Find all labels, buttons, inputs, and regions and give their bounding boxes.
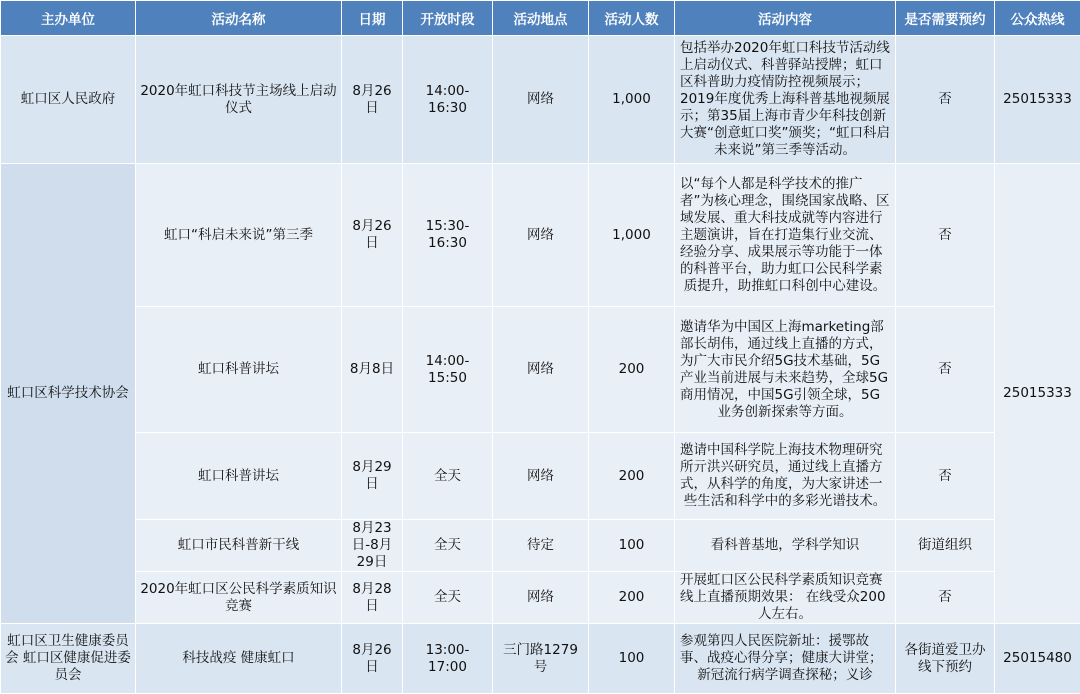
- reservation-cell: 街道组织: [896, 520, 995, 572]
- table-row: [1, 624, 1080, 694]
- table-row: [1, 36, 1080, 164]
- reservation-cell: 否: [896, 36, 995, 164]
- header-organizer: 主办单位: [1, 1, 136, 36]
- time-cell: 15:30-16:30: [403, 164, 493, 307]
- date-cell: 8月29日: [342, 433, 403, 520]
- date-cell: 8月8日: [342, 307, 403, 433]
- time-cell: 全天: [403, 433, 493, 520]
- header-hotline: 公众热线: [995, 1, 1080, 36]
- header-attendance: 活动人数: [589, 1, 675, 36]
- time-cell: 13:00-17:00: [403, 624, 493, 694]
- content-cell: 看科普基地，学科学知识: [675, 520, 896, 572]
- organizer-cell: 虹口区科学技术协会: [1, 164, 136, 624]
- organizer-cell: 虹口区卫生健康委员会 虹口区健康促进委员会: [1, 624, 136, 694]
- count-cell: 200: [589, 572, 675, 624]
- activity-name-cell: 科技战疫 健康虹口: [136, 624, 342, 694]
- date-cell: 8月26日: [342, 36, 403, 164]
- activity-name-cell: 2020年虹口科技节主场线上启动仪式: [136, 36, 342, 164]
- header-location: 活动地点: [493, 1, 589, 36]
- table-row: [1, 572, 1080, 624]
- count-cell: 200: [589, 307, 675, 433]
- time-cell: 全天: [403, 572, 493, 624]
- place-cell: 网络: [493, 433, 589, 520]
- date-cell: 8月26日: [342, 624, 403, 694]
- activity-name-cell: 虹口科普讲坛: [136, 433, 342, 520]
- place-cell: 网络: [493, 36, 589, 164]
- table-row: [1, 307, 1080, 433]
- content-cell: 邀请华为中国区上海marketing部部长胡伟，通过线上直播的方式，为广大市民介绍5G技术基础，5G产业当前进展与未来趋势，全球5G商用情况，中国5G引领全球，5G业务创新探索等方面。: [675, 307, 896, 433]
- table-row: [1, 433, 1080, 520]
- header-reservation: 是否需要预约: [896, 1, 995, 36]
- content-cell: 参观第四人民医院新址：援鄂故事、战疫心得分享；健康大讲堂；新冠流行病学调查探秘；义诊: [675, 624, 896, 694]
- time-cell: 14:00-16:30: [403, 36, 493, 164]
- place-cell: 网络: [493, 572, 589, 624]
- reservation-cell: 否: [896, 572, 995, 624]
- reservation-cell: 否: [896, 433, 995, 520]
- table-row: [1, 520, 1080, 572]
- header-content: 活动内容: [675, 1, 896, 36]
- activity-name-cell: 虹口“科启未来说”第三季: [136, 164, 342, 307]
- date-cell: 8月26日: [342, 164, 403, 307]
- date-cell: 8月28日: [342, 572, 403, 624]
- reservation-cell: 各街道爱卫办线下预约: [896, 624, 995, 694]
- count-cell: 100: [589, 520, 675, 572]
- count-cell: 200: [589, 433, 675, 520]
- hotline-cell: 25015333: [995, 164, 1080, 624]
- content-cell: 邀请中国科学院上海技术物理研究所亓洪兴研究员，通过线上直播方式，从科学的角度，为大家讲述一些生活和科学中的多彩光谱技术。: [675, 433, 896, 520]
- date-cell: 8月23日-8月29日: [342, 520, 403, 572]
- organizer-cell: 虹口区人民政府: [1, 36, 136, 164]
- place-cell: 网络: [493, 307, 589, 433]
- header-open-hours: 开放时段: [403, 1, 493, 36]
- reservation-cell: 否: [896, 307, 995, 433]
- count-cell: 100: [589, 624, 675, 694]
- hotline-cell: 25015480: [995, 624, 1080, 694]
- reservation-cell: 否: [896, 164, 995, 307]
- activity-name-cell: 2020年虹口区公民科学素质知识竞赛: [136, 572, 342, 624]
- content-cell: 包括举办2020年虹口科技节活动线上启动仪式、科普驿站授牌；虹口区科普助力疫情防控视频展示；2019年度优秀上海科普基地视频展示；第35届上海市青少年科技创新大赛“创意虹口奖”颁奖；“虹口科启未来说”第三季等活动。: [675, 36, 896, 164]
- place-cell: 三门路1279号: [493, 624, 589, 694]
- place-cell: 待定: [493, 520, 589, 572]
- time-cell: 全天: [403, 520, 493, 572]
- content-cell: 开展虹口区公民科学素质知识竞赛线上直播预期效果： 在线受众200人左右。: [675, 572, 896, 624]
- count-cell: 1,000: [589, 36, 675, 164]
- header-row: [1, 1, 1080, 36]
- table-row: [1, 164, 1080, 307]
- place-cell: 网络: [493, 164, 589, 307]
- header-date: 日期: [342, 1, 403, 36]
- header-activity-name: 活动名称: [136, 1, 342, 36]
- count-cell: 1,000: [589, 164, 675, 307]
- time-cell: 14:00-15:50: [403, 307, 493, 433]
- hotline-cell: 25015333: [995, 36, 1080, 164]
- content-cell: 以“每个人都是科学技术的推广者”为核心理念，围绕国家战略、区域发展、重大科技成就等内容进行主题演讲，旨在打造集行业交流、经验分享、成果展示等功能于一体的科普平台，助力虹口公民科学素质提升，助推虹口科创中心建设。: [675, 164, 896, 307]
- activity-name-cell: 虹口市民科普新干线: [136, 520, 342, 572]
- activity-name-cell: 虹口科普讲坛: [136, 307, 342, 433]
